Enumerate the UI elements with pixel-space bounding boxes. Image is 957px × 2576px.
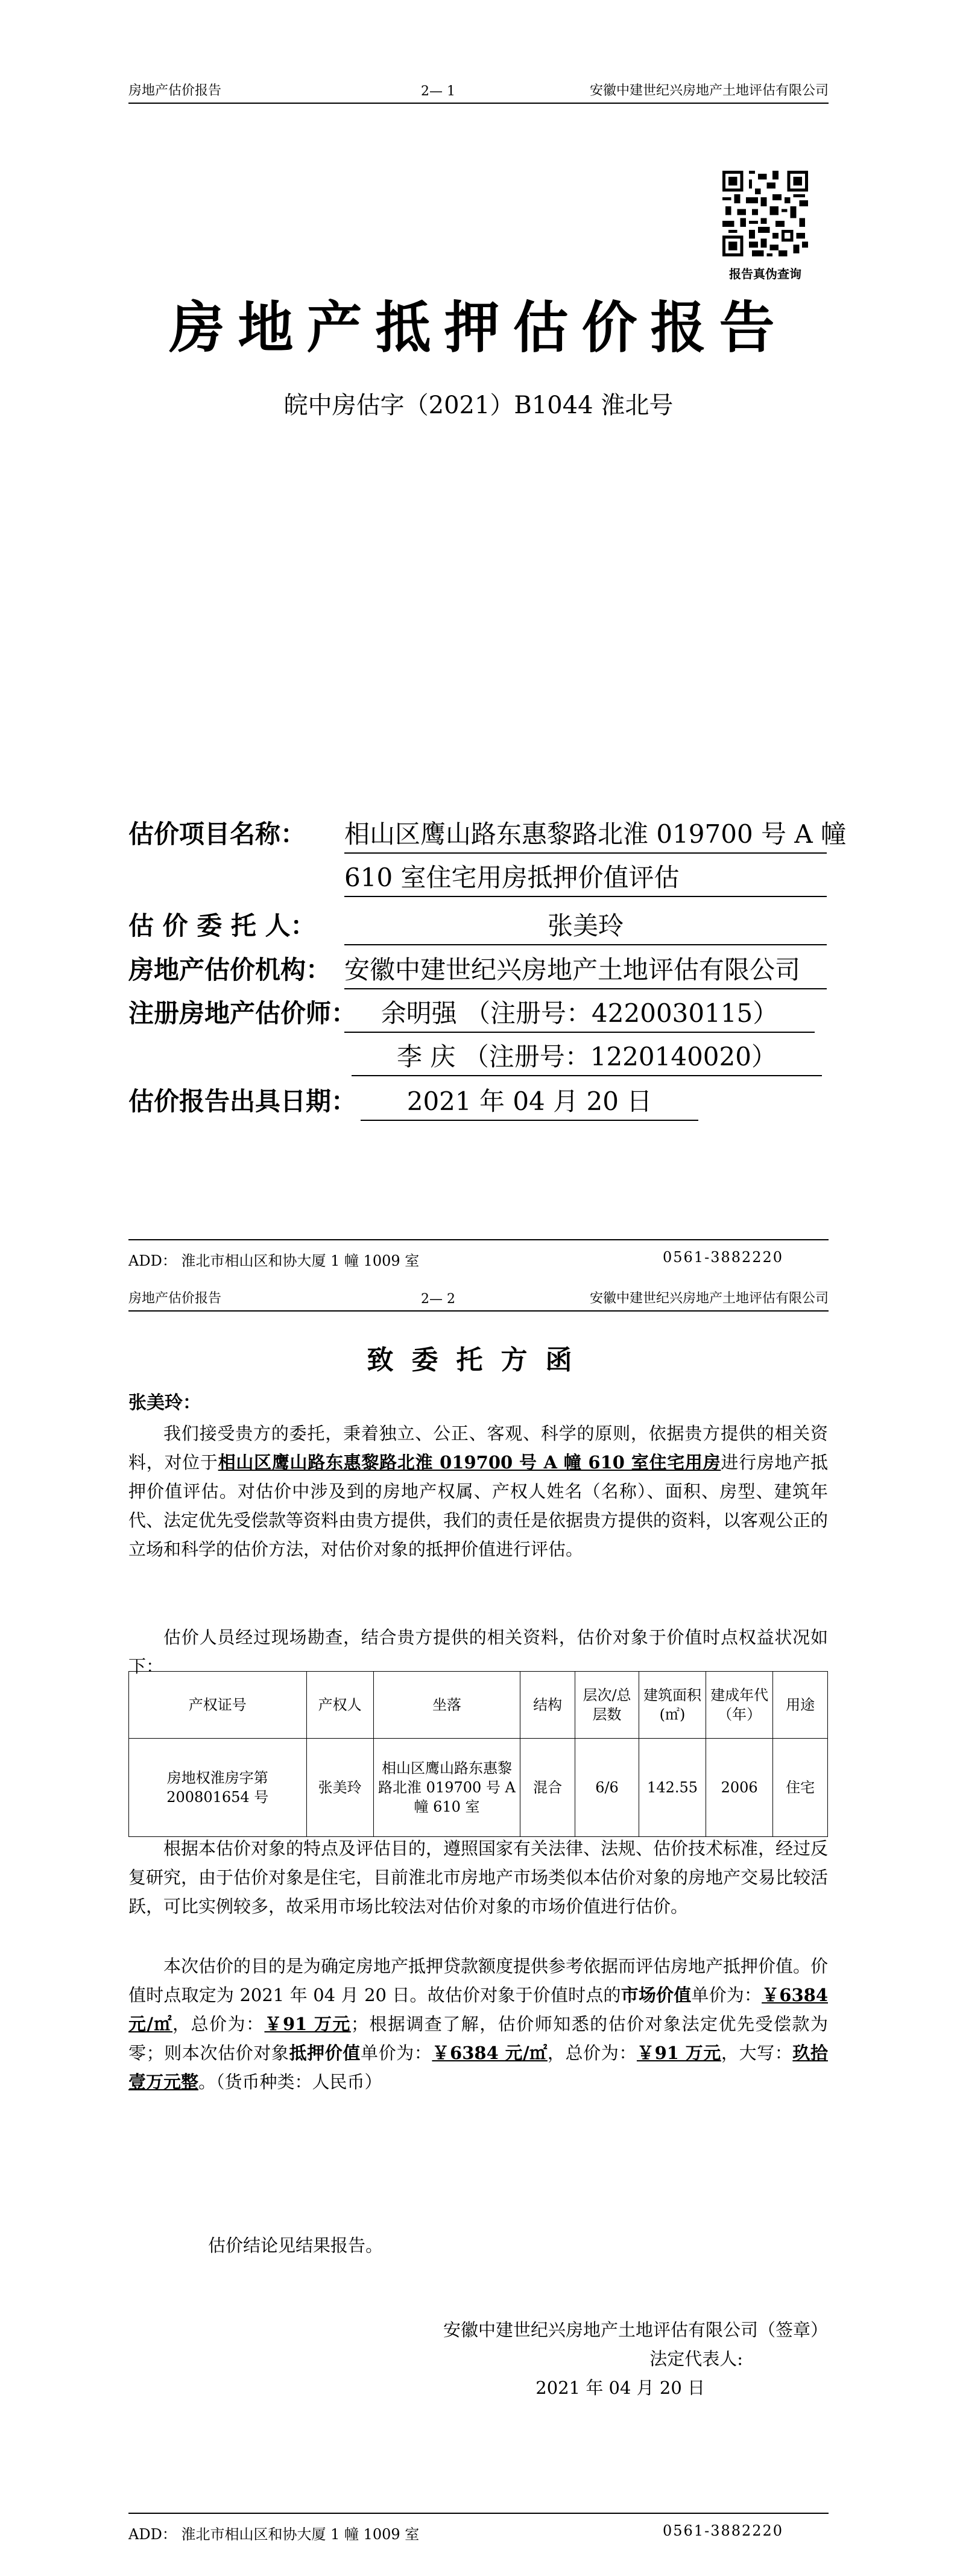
client-label: 估 价 委 托 人： [128,911,316,941]
qr-label: 报告真伪查询 [729,267,801,281]
amount-in-words: 玖拾壹万元整 [128,2043,828,2092]
date-value: 2021 年 04 月 20 日 [361,1083,698,1121]
salutation: 张美玲： [128,1392,201,1413]
page-footer-2 [128,2513,829,2560]
cell-cert-no: 房地权淮房字第 200801654 号 [129,1739,307,1837]
agency-value: 安徽中建世纪兴房地产土地评估有限公司 [344,952,827,989]
letter-title: 致委托方函 [367,1345,590,1375]
appraiser-2: 李 庆 （注册号：1220140020） [352,1039,822,1076]
col-header: 坐落 [373,1672,520,1739]
appraiser-label: 注册房地产估价师： [128,998,357,1028]
para4-text: 本次估价的目的是为确定房地产抵押贷款额度提供参考依据而评估房地产抵押价值。价值时点取定为 2021 年 04 月 20 日。故估价对象于价值时点的 [128,1956,829,2005]
page-footer [128,1239,829,1286]
footer-address: ADD： 淮北市相山区和协大厦 1 幢 1009 室 [128,2526,420,2543]
col-header: 建筑面积(㎡) [639,1672,706,1739]
header-page-number: 2— 2 [421,1292,455,1307]
mortgage-value-label: 抵押价值 [289,2043,361,2063]
para4-text: ，总价为： [547,2043,637,2063]
para4-text: 单价为： [360,2043,432,2063]
footer-phone: 0561-3882220 [663,2522,784,2539]
cell-location: 相山区鹰山路东惠黎路北淮 019700 号 A 幢 610 室 [373,1739,520,1837]
client-value: 张美玲 [344,908,827,945]
footer-phone: 0561-3882220 [663,1249,784,1266]
project-name-line2: 610 室住宅用房抵押价值评估 [344,860,827,897]
col-header: 产权人 [306,1672,373,1739]
col-header: 建成年代（年） [706,1672,773,1739]
date-label: 估价报告出具日期： [128,1087,357,1116]
header-left: 房地产估价报告 [128,1291,222,1306]
page-header [128,78,829,104]
col-header: 产权证号 [129,1672,307,1739]
report-title: 房地产抵押估价报告 [169,295,788,360]
agency-label: 房地产估价机构： [128,955,332,985]
paragraph-intro [128,1419,828,1564]
legal-representative: 法定代表人: [649,2349,743,2369]
para4-text: ，总价为： [172,2014,265,2034]
col-header: 层次/总层数 [575,1672,639,1739]
report-number: 皖中房估字（2021）B1044 淮北号 [283,392,674,419]
paragraph-value [128,1952,828,2096]
header-left: 房地产估价报告 [128,83,222,98]
paragraph-status: 估价人员经过现场勘查，结合贵方提供的相关资料，估价对象于价值时点权益状况如下： [128,1627,828,1677]
cell-area: 142.55 [639,1739,706,1837]
project-label: 估价项目名称： [128,819,306,849]
sign-company: 安徽中建世纪兴房地产土地评估有限公司（签章） [443,2320,828,2340]
appraiser-1: 余明强 （注册号：4220030115） [344,995,815,1033]
col-header: 用途 [773,1672,828,1739]
header-company: 安徽中建世纪兴房地产土地评估有限公司 [589,1291,829,1306]
cell-usage: 住宅 [773,1739,828,1837]
table-row [129,1739,828,1837]
mortgage-total-price: ￥91 万元 [636,2043,721,2063]
conclusion-note: 估价结论见结果报告。 [208,2235,384,2256]
cell-structure: 混合 [520,1739,575,1837]
cell-year: 2006 [706,1739,773,1837]
footer-address: ADD： 淮北市相山区和协大厦 1 幢 1009 室 [128,1252,420,1269]
qr-code-icon[interactable] [722,171,808,256]
cell-owner: 张美玲 [306,1739,373,1837]
paragraph-method: 根据本估价对象的特点及评估目的，遵照国家有关法律、法规、估价技术标准，经过反复研究，由于估价对象是住宅，目前淮北市房地产市场类似本估价对象的房地产交易比较活跃，可比实例较多，故采用市场比较法对估价对象的市场价值进行估价。 [128,1838,829,1917]
col-header: 结构 [520,1672,575,1739]
para4-text: ；根据调查了解，估价师知悉的估价对象法定优先受偿款为零；则本次估价对象 [128,2014,828,2063]
property-table [128,1671,828,1837]
header-company: 安徽中建世纪兴房地产土地评估有限公司 [589,83,829,98]
para4-text: 单价为： [691,1985,762,2005]
property-address: 相山区鹰山路东惠黎路北淮 019700 号 A 幢 610 室住宅用房 [218,1452,721,1473]
mortgage-unit-price: ￥6384 元/㎡ [432,2043,548,2063]
header-page-number: 2— 1 [421,84,455,99]
market-unit-price: ￥6384 元/㎡ [128,1985,828,2034]
para4-text: 。（货币种类：人民币） [198,2072,382,2092]
project-name-line1: 相山区鹰山路东惠黎路北淮 019700 号 A 幢 [344,816,827,854]
para1-text-c: 进行房地产抵押价值评估。对估价中涉及到的房地产权属、产权人姓名（名称）、面积、房型、建筑年代、法定优先受偿款等资料由贵方提供，我们的责任是依据贵方提供的资料，以客观公正的立场和科学的估价方法，对估价对象的抵押价值进行评估。 [128,1452,829,1559]
para1-text-a: 我们接受贵方的委托，秉着独立、公正、客观、科学的原则，依据贵方提供的相关资料，对位于 [128,1423,828,1473]
sign-date: 2021 年 04 月 20 日 [535,2378,705,2398]
para4-text: ，大写： [721,2043,793,2063]
page-header-2 [128,1286,829,1312]
table-header-row [129,1672,828,1739]
cell-floor: 6/6 [575,1739,639,1837]
market-value-label: 市场价值 [621,1985,692,2005]
market-total-price: ￥91 万元 [264,2014,351,2034]
